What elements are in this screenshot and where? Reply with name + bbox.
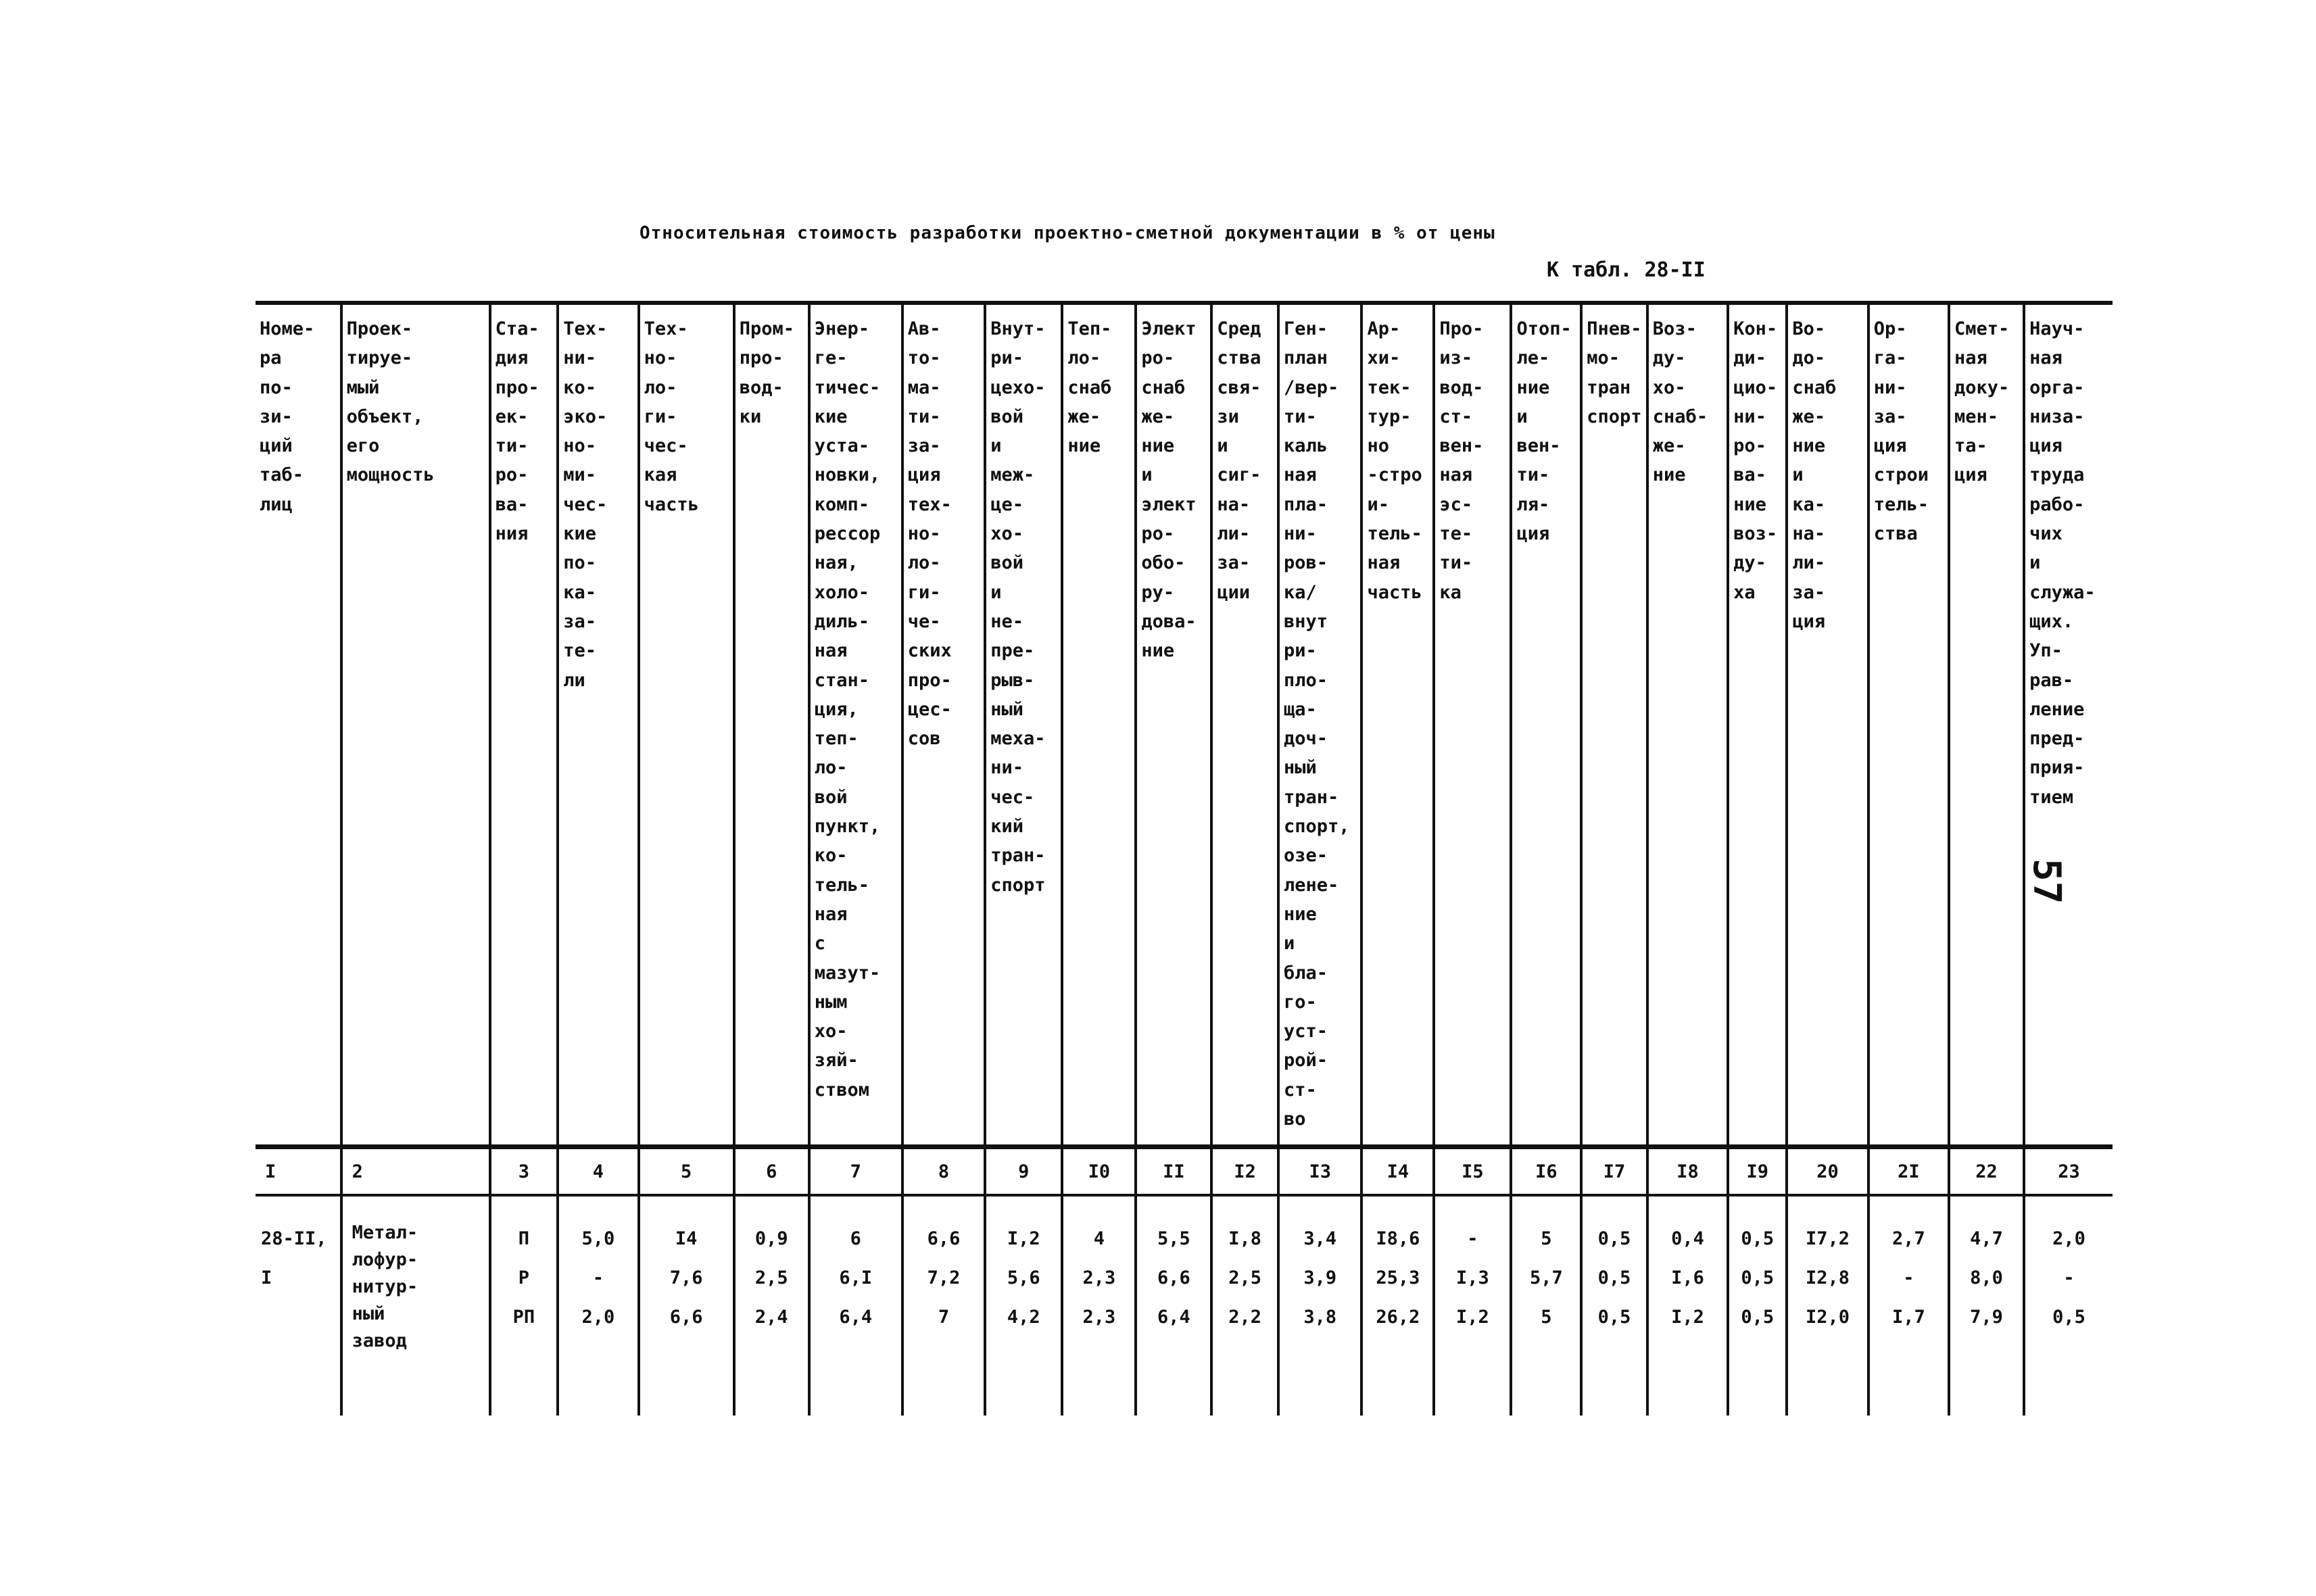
- value-cell: [558, 1195, 638, 1416]
- value-cell: [734, 1195, 809, 1416]
- cell-value: 2,2: [1228, 1307, 1262, 1328]
- column-header: Тех- но- ло- ги- чес- кая часть: [639, 303, 734, 1147]
- column-header: Сред ства свя- зи и сиг- на- ли- за- ции: [1211, 303, 1278, 1147]
- cell-value: 0,5: [1597, 1228, 1631, 1249]
- value-cell: [1581, 1195, 1647, 1416]
- cell-value: I,2: [1456, 1307, 1489, 1328]
- value-cell: [1728, 1195, 1787, 1416]
- column-number: 23: [2024, 1147, 2113, 1196]
- cell-value: I7,2: [1805, 1228, 1850, 1249]
- cell-value: 5,0: [581, 1228, 615, 1249]
- cell-value: 5,6: [1007, 1267, 1040, 1288]
- cell-value: 7,6: [669, 1267, 703, 1288]
- cell-value: 5,5: [1157, 1228, 1190, 1249]
- cell-value: 3,9: [1303, 1267, 1337, 1288]
- cell-value: 26,2: [1376, 1307, 1420, 1328]
- cell-value: 0,5: [1741, 1228, 1775, 1249]
- cell-value: 2,5: [1228, 1267, 1262, 1288]
- cell-value: I4: [675, 1228, 698, 1249]
- column-number: I: [256, 1147, 341, 1196]
- column-number: 4: [558, 1147, 638, 1196]
- cell-value: -: [1903, 1267, 1914, 1288]
- value-cell: [2024, 1195, 2113, 1416]
- cell-value: -: [2063, 1267, 2075, 1288]
- column-number: I4: [1361, 1147, 1434, 1196]
- cell-value: 4: [1093, 1228, 1105, 1249]
- cell-value: I,7: [1891, 1307, 1925, 1328]
- column-number: I9: [1728, 1147, 1787, 1196]
- cell-value: -: [592, 1267, 604, 1288]
- cell-value: 5: [1541, 1307, 1552, 1328]
- column-header: Элект ро- снаб же- ние и элект ро- обо- ру- дова- ние: [1136, 303, 1211, 1147]
- value-cell: [1787, 1195, 1868, 1416]
- cell-value: 6,6: [927, 1228, 961, 1249]
- column-number: I3: [1278, 1147, 1361, 1196]
- column-number: 22: [1949, 1147, 2024, 1196]
- column-header: Проек- тируе- мый объект, его мощность: [341, 303, 490, 1147]
- header-row: [256, 303, 2113, 1147]
- cell-value: 6,6: [1157, 1267, 1190, 1288]
- column-header: Номе- ра по- зи- ций таб- лиц: [256, 303, 341, 1147]
- cell-value: 5: [1541, 1228, 1552, 1249]
- value-cell: [1511, 1195, 1581, 1416]
- value-cell: [1278, 1195, 1361, 1416]
- cell-value: I8,6: [1376, 1228, 1420, 1249]
- column-header: Ген- план /вер- ти- каль ная пла- ни- ров- ка/ внут ри- пло- ща- доч- ный тран- спорт, озе- лене- ние и бла- го- уст- рой- ст- во: [1278, 303, 1361, 1147]
- cell-value: I2,8: [1805, 1267, 1850, 1288]
- column-header: Ста- дия про- ек- ти- ро- ва- ния: [490, 303, 558, 1147]
- column-header: Науч- ная орга- низа- ция труда рабо- чих и служа- щих. Уп- рав- ление пред- прия- тием: [2024, 303, 2113, 1147]
- cell-value: -: [1467, 1228, 1478, 1249]
- cell-value: 7: [938, 1307, 950, 1328]
- column-number: I6: [1511, 1147, 1581, 1196]
- cell-value: 2,5: [754, 1267, 788, 1288]
- column-header: Ар- хи- тек- тур- но -стро и- тель- ная часть: [1361, 303, 1434, 1147]
- cell-value: 2,4: [754, 1307, 788, 1328]
- cell-value: 6,4: [839, 1307, 873, 1328]
- column-number: 5: [639, 1147, 734, 1196]
- column-number: 2I: [1868, 1147, 1949, 1196]
- column-number: 9: [985, 1147, 1062, 1196]
- cell-value: 0,5: [1741, 1267, 1775, 1288]
- table-row: [256, 1195, 2113, 1416]
- cell-value: 6,4: [1157, 1307, 1190, 1328]
- column-header: Внут- ри- цехо- вой и меж- це- хо- вой и не- пре- рыв- ный меха- ни- чес- кий тран- спорт: [985, 303, 1062, 1147]
- object-cell: Метал- лофур- нитур- ный завод: [341, 1195, 490, 1416]
- stage-value: Р: [518, 1267, 530, 1288]
- cell-value: 2,3: [1082, 1267, 1116, 1288]
- cell-value: 3,8: [1303, 1307, 1337, 1328]
- value-cell: [1136, 1195, 1211, 1416]
- value-cell: [1361, 1195, 1434, 1416]
- column-number: I0: [1062, 1147, 1136, 1196]
- cell-value: I,2: [1671, 1307, 1704, 1328]
- cost-table: [256, 301, 2113, 1416]
- column-header: Энер- ге- тичес- кие уста- новки, комп- рессор ная, холо- диль- ная стан- ция, теп- ло- вой пункт, ко- тель- ная с мазут- ным хо- зяй- ством: [809, 303, 902, 1147]
- value-cell: [1211, 1195, 1278, 1416]
- column-number: 3: [490, 1147, 558, 1196]
- cell-value: 2,3: [1082, 1307, 1116, 1328]
- table-reference: К табл. 28-II: [1547, 258, 1706, 282]
- cell-value: I,2: [1007, 1228, 1040, 1249]
- cell-value: 2,0: [2052, 1228, 2085, 1249]
- column-header: Отоп- ле- ние и вен- ти- ля- ция: [1511, 303, 1581, 1147]
- column-number: I5: [1434, 1147, 1511, 1196]
- stage-value: РП: [512, 1307, 535, 1328]
- position-cell: 28-II, I: [261, 1228, 327, 1288]
- column-number: I2: [1211, 1147, 1278, 1196]
- value-cell: [1868, 1195, 1949, 1416]
- column-number: II: [1136, 1147, 1211, 1196]
- column-header: Тех- ни- ко- эко- но- ми- чес- кие по- ка- за- те- ли: [558, 303, 638, 1147]
- cell-value: 0,5: [2052, 1307, 2085, 1328]
- cell-value: 0,9: [754, 1228, 788, 1249]
- column-number: I8: [1647, 1147, 1728, 1196]
- cell-value: 4,2: [1007, 1307, 1040, 1328]
- cell-value: 6: [850, 1228, 861, 1249]
- cell-value: I,6: [1671, 1267, 1704, 1288]
- cell-value: 8,0: [1970, 1267, 2003, 1288]
- page-number: 57: [2025, 859, 2069, 904]
- page-title: Относительная стоимость разработки проектно-сметной документации в % от цены: [640, 223, 1495, 243]
- cell-value: 25,3: [1376, 1267, 1420, 1288]
- column-number: 8: [902, 1147, 985, 1196]
- column-header: Пром- про- вод- ки: [734, 303, 809, 1147]
- cell-value: 0,5: [1597, 1307, 1631, 1328]
- column-header: Пнев- мо- тран спорт: [1581, 303, 1647, 1147]
- cell-value: 2,0: [581, 1307, 615, 1328]
- cell-value: 4,7: [1970, 1228, 2003, 1249]
- column-number: I7: [1581, 1147, 1647, 1196]
- cell-value: 0,5: [1597, 1267, 1631, 1288]
- cell-value: 0,4: [1671, 1228, 1704, 1249]
- column-number: 6: [734, 1147, 809, 1196]
- column-header: Ав- то- ма- ти- за- ция тех- но- ло- ги- че- ских про- цес- сов: [902, 303, 985, 1147]
- value-cell: [809, 1195, 902, 1416]
- value-cell: [1647, 1195, 1728, 1416]
- value-cell: [639, 1195, 734, 1416]
- column-number-row: [256, 1147, 2113, 1196]
- cell-value: I2,0: [1805, 1307, 1850, 1328]
- cell-value: 7,2: [927, 1267, 961, 1288]
- column-number: 20: [1787, 1147, 1868, 1196]
- stage-value: П: [518, 1228, 530, 1249]
- value-cell: [1949, 1195, 2024, 1416]
- column-header: Смет- ная доку- мен- та- ция: [1949, 303, 2024, 1147]
- cell-value: 3,4: [1303, 1228, 1337, 1249]
- column-header: Воз- ду- хо- снаб- же- ние: [1647, 303, 1728, 1147]
- column-number: 7: [809, 1147, 902, 1196]
- value-cell: [902, 1195, 985, 1416]
- column-header: Про- из- вод- ст- вен- ная эс- те- ти- ка: [1434, 303, 1511, 1147]
- column-header: Кон- ди- цио- ни- ро- ва- ние воз- ду- ха: [1728, 303, 1787, 1147]
- value-cell: [1062, 1195, 1136, 1416]
- value-cell: [985, 1195, 1062, 1416]
- stage-cell: [490, 1195, 558, 1416]
- value-cell: [1434, 1195, 1511, 1416]
- column-header: Ор- га- ни- за- ция строи тель- ства: [1868, 303, 1949, 1147]
- cell-value: 7,9: [1970, 1307, 2003, 1328]
- column-header: Теп- ло- снаб же- ние: [1062, 303, 1136, 1147]
- cell-value: 6,I: [839, 1267, 873, 1288]
- cell-value: 6,6: [669, 1307, 703, 1328]
- cell-value: I,8: [1228, 1228, 1262, 1249]
- column-number: 2: [341, 1147, 490, 1196]
- cell-value: I,3: [1456, 1267, 1489, 1288]
- cell-value: 5,7: [1529, 1267, 1563, 1288]
- column-header: Во- до- снаб же- ние и ка- на- ли- за- ция: [1787, 303, 1868, 1147]
- cell-value: 2,7: [1891, 1228, 1925, 1249]
- cell-value: 0,5: [1741, 1307, 1775, 1328]
